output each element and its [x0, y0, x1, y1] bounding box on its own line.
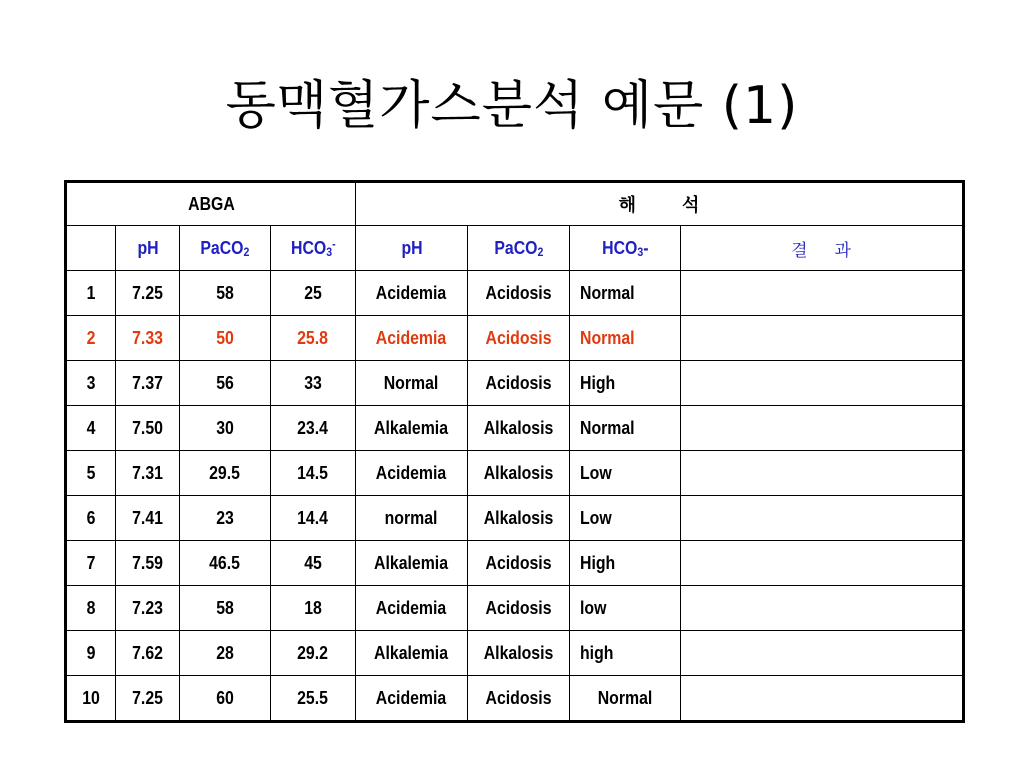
row-number-cell: 2	[66, 316, 116, 361]
hco3-header: HCO3-	[271, 226, 356, 271]
paco2-cell: 60	[180, 676, 271, 722]
result-cell	[681, 676, 964, 722]
result-header: 결 과	[681, 226, 964, 271]
paco2-header: PaCO2	[180, 226, 271, 271]
ph-interp-cell: Acidemia	[356, 676, 468, 722]
ph-interp-cell: Alkalemia	[356, 541, 468, 586]
ph-interp-cell: Acidemia	[356, 316, 468, 361]
ph-header: pH	[116, 226, 180, 271]
table-row	[66, 271, 964, 316]
paco2-cell: 58	[180, 586, 271, 631]
ph-cell: 7.62	[116, 631, 180, 676]
paco2-interp-header: PaCO2	[468, 226, 570, 271]
row-number-cell: 6	[66, 496, 116, 541]
hco3-cell: 14.4	[271, 496, 356, 541]
hco3-interp-cell: Normal	[570, 676, 681, 722]
interpretation-group-header: 해 석	[356, 182, 964, 226]
ph-cell: 7.23	[116, 586, 180, 631]
slide-title: 동맥혈가스분석 예문 (1)	[225, 76, 799, 136]
paco2-cell: 46.5	[180, 541, 271, 586]
hco3-cell: 18	[271, 586, 356, 631]
hco3-cell: 25.8	[271, 316, 356, 361]
hco3-interp-cell: high	[570, 631, 681, 676]
row-number-cell: 1	[66, 271, 116, 316]
hco3-interp-header: HCO3-	[570, 226, 681, 271]
paco2-cell: 28	[180, 631, 271, 676]
table-row	[66, 406, 964, 451]
row-number-cell: 5	[66, 451, 116, 496]
abga-table	[64, 180, 965, 723]
row-number-cell: 4	[66, 406, 116, 451]
paco2-interp-cell: Acidosis	[468, 676, 570, 722]
hco3-cell: 45	[271, 541, 356, 586]
ph-interp-cell: Acidemia	[356, 271, 468, 316]
sub-header-row	[66, 226, 964, 271]
table-row	[66, 541, 964, 586]
ph-cell: 7.50	[116, 406, 180, 451]
row-number-cell: 7	[66, 541, 116, 586]
group-header-row	[66, 182, 964, 226]
hco3-interp-cell: High	[570, 541, 681, 586]
paco2-interp-cell: Alkalosis	[468, 496, 570, 541]
row-number-cell: 9	[66, 631, 116, 676]
table-row	[66, 631, 964, 676]
hco3-interp-cell: High	[570, 361, 681, 406]
ph-cell: 7.41	[116, 496, 180, 541]
table-row	[66, 361, 964, 406]
table-row	[66, 676, 964, 722]
result-cell	[681, 496, 964, 541]
paco2-interp-cell: Acidosis	[468, 361, 570, 406]
table-row	[66, 496, 964, 541]
ph-cell: 7.31	[116, 451, 180, 496]
row-number-cell: 10	[66, 676, 116, 722]
paco2-cell: 29.5	[180, 451, 271, 496]
table-row	[66, 586, 964, 631]
paco2-cell: 58	[180, 271, 271, 316]
ph-cell: 7.25	[116, 271, 180, 316]
paco2-cell: 23	[180, 496, 271, 541]
row-number-header	[66, 226, 116, 271]
table-row	[66, 451, 964, 496]
ph-interp-cell: Alkalemia	[356, 406, 468, 451]
paco2-interp-cell: Acidosis	[468, 586, 570, 631]
paco2-cell: 30	[180, 406, 271, 451]
ph-interp-cell: normal	[356, 496, 468, 541]
paco2-interp-cell: Acidosis	[468, 316, 570, 361]
ph-cell: 7.33	[116, 316, 180, 361]
hco3-cell: 29.2	[271, 631, 356, 676]
table-row	[66, 316, 964, 361]
hco3-interp-cell: Normal	[570, 406, 681, 451]
result-cell	[681, 406, 964, 451]
result-cell	[681, 631, 964, 676]
result-cell	[681, 586, 964, 631]
result-cell	[681, 541, 964, 586]
ph-interp-cell: Acidemia	[356, 586, 468, 631]
hco3-cell: 25	[271, 271, 356, 316]
paco2-cell: 56	[180, 361, 271, 406]
ph-interp-cell: Acidemia	[356, 451, 468, 496]
hco3-interp-cell: low	[570, 586, 681, 631]
paco2-interp-cell: Alkalosis	[468, 406, 570, 451]
hco3-cell: 25.5	[271, 676, 356, 722]
hco3-interp-cell: Normal	[570, 316, 681, 361]
ph-cell: 7.59	[116, 541, 180, 586]
ph-cell: 7.37	[116, 361, 180, 406]
hco3-interp-cell: Low	[570, 451, 681, 496]
ph-cell: 7.25	[116, 676, 180, 722]
row-number-cell: 3	[66, 361, 116, 406]
ph-interp-header: pH	[356, 226, 468, 271]
paco2-interp-cell: Acidosis	[468, 541, 570, 586]
result-cell	[681, 316, 964, 361]
ph-interp-cell: Normal	[356, 361, 468, 406]
hco3-interp-cell: Normal	[570, 271, 681, 316]
paco2-interp-cell: Alkalosis	[468, 631, 570, 676]
result-cell	[681, 451, 964, 496]
result-cell	[681, 271, 964, 316]
hco3-cell: 23.4	[271, 406, 356, 451]
paco2-cell: 50	[180, 316, 271, 361]
row-number-cell: 8	[66, 586, 116, 631]
hco3-cell: 14.5	[271, 451, 356, 496]
paco2-interp-cell: Acidosis	[468, 271, 570, 316]
hco3-interp-cell: Low	[570, 496, 681, 541]
abga-group-header: ABGA	[66, 182, 356, 226]
ph-interp-cell: Alkalemia	[356, 631, 468, 676]
hco3-cell: 33	[271, 361, 356, 406]
result-cell	[681, 361, 964, 406]
paco2-interp-cell: Alkalosis	[468, 451, 570, 496]
